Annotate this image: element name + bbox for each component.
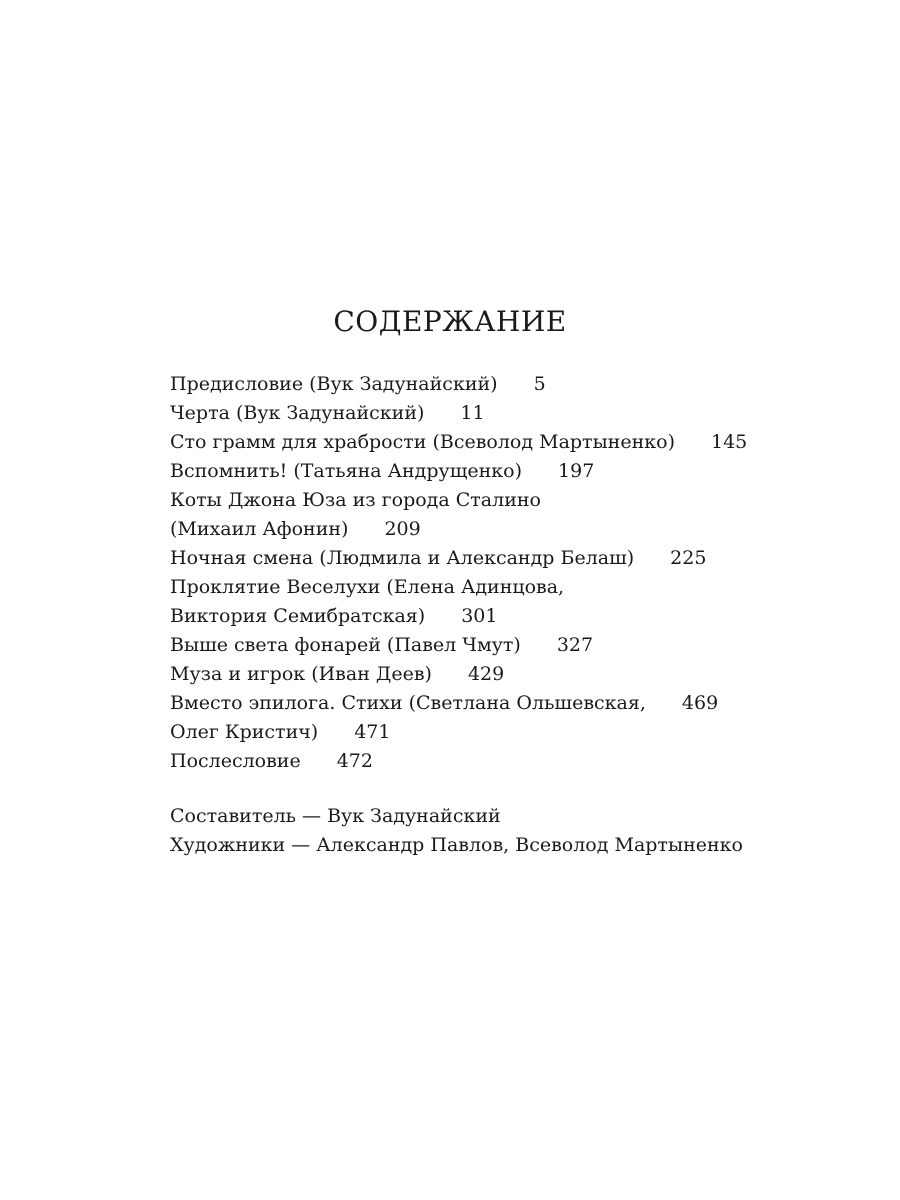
toc-entry — [170, 428, 810, 457]
toc-entry-page: 471 — [354, 721, 391, 743]
toc-entry-page: 5 — [533, 373, 546, 395]
toc-heading: СОДЕРЖАНИЕ — [333, 305, 567, 338]
toc-entry-title: Муза и игрок (Иван Деев) — [170, 663, 432, 685]
toc-entry — [170, 457, 810, 486]
table-of-contents — [170, 370, 810, 776]
toc-entry — [170, 515, 810, 544]
toc-entry — [170, 370, 810, 399]
toc-entry-page: 225 — [670, 547, 707, 569]
toc-entry — [170, 631, 810, 660]
toc-entry-page: 145 — [710, 431, 748, 453]
toc-entry-title: Черта (Вук Задунайский) — [170, 402, 425, 424]
toc-entry-page: 197 — [558, 460, 595, 482]
toc-entry-title: Вспомнить! (Татьяна Андрущенко) — [170, 460, 523, 482]
toc-entry — [170, 486, 810, 515]
toc-entry — [170, 602, 810, 631]
toc-entry-title: Коты Джона Юза из города Сталино — [170, 489, 541, 511]
toc-entry-page: 469 — [681, 692, 719, 714]
toc-entry — [170, 573, 810, 602]
artists-credit: Художники — Александр Павлов, Всеволод Мартыненко — [170, 834, 743, 856]
toc-entry-page: 472 — [336, 750, 373, 772]
compiler-credit: Составитель — Вук Задунайский — [170, 805, 501, 827]
toc-entry-page: 429 — [467, 663, 505, 685]
credits-block — [170, 802, 810, 860]
toc-entry-page: 301 — [461, 605, 498, 627]
toc-entry — [170, 718, 810, 747]
toc-entry-page: 209 — [384, 518, 421, 540]
toc-entry-title: Послесловие — [170, 750, 301, 772]
toc-entry-title: (Михаил Афонин) — [170, 518, 349, 540]
toc-entry-page: 11 — [460, 402, 485, 424]
toc-entry-title: Виктория Семибратская) — [170, 605, 426, 627]
toc-entry — [170, 689, 810, 718]
toc-entry — [170, 660, 810, 689]
toc-entry — [170, 747, 810, 776]
toc-entry-title: Выше света фонарей (Павел Чмут) — [170, 634, 521, 656]
toc-entry-title: Сто грамм для храбрости (Всеволод Мартыненко) — [170, 431, 675, 453]
toc-entry-page: 327 — [556, 634, 594, 656]
toc-entry-title: Олег Кристич) — [170, 721, 319, 743]
toc-entry-title: Ночная смена (Людмила и Александр Белаш) — [170, 547, 635, 569]
toc-entry-title: Вместо эпилога. Стихи (Светлана Ольшевская, — [170, 692, 646, 714]
toc-entry — [170, 544, 810, 573]
toc-entry-title: Предисловие (Вук Задунайский) — [170, 373, 498, 395]
toc-entry-title: Проклятие Веселухи (Елена Адинцова, — [170, 576, 565, 598]
toc-entry — [170, 399, 810, 428]
